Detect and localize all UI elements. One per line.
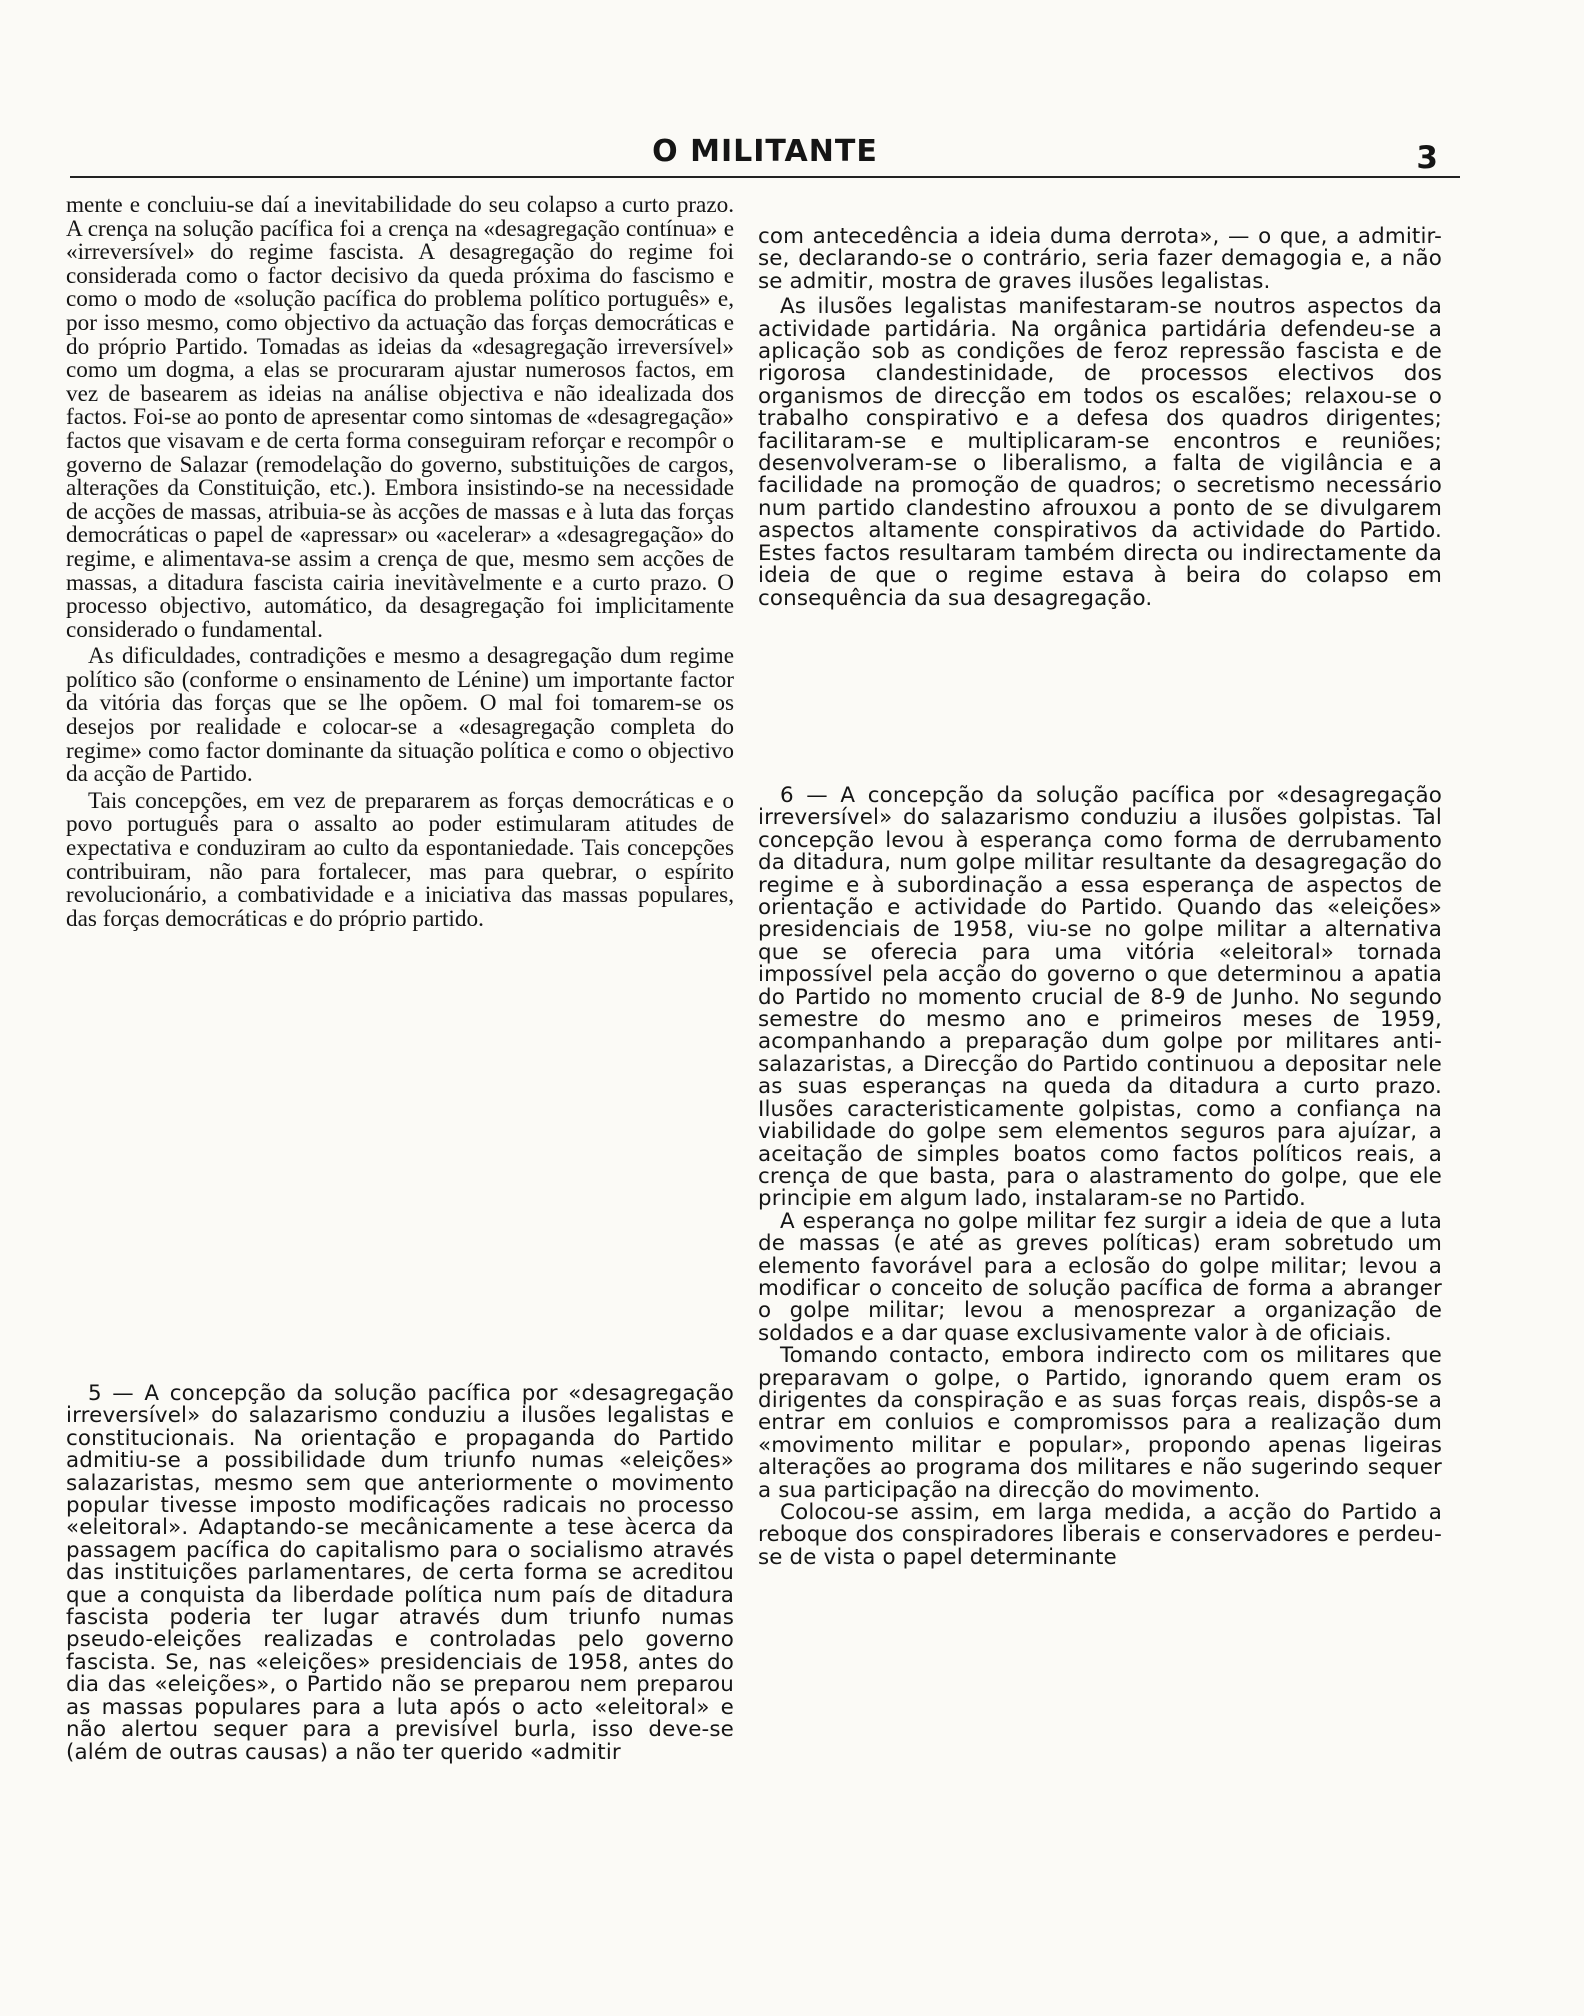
page-header	[70, 128, 1460, 178]
section-6-paragraph: 6 — A concepção da solução pacífica por «desagregação irreversível» do salazarismo conduziu a ilusões golpistas. Tal concepção levou à esperança como forma de derrubamento da ditadura, num golpe militar resultante da desagregação do regime e à subordinação a essa esperança de aspectos de orientação e actividade do Partido. Quando das «eleições» presidenciais de 1958, viu-se no golpe militar a alternativa que se oferecia para uma vitória «eleitoral» tornada impossível pela acção do governo o que determinou a apatia do Partido no momento crucial de 8-9 de Junho. No segundo semestre do mesmo ano e primeiros meses de 1959, acompanhando a preparação dum golpe por militares anti-salazaristas, a Direcção do Partido continuou a depositar nele as suas esperanças na queda da ditadura a curto prazo. Ilusões caracteristicamente golpistas, como a confiança na viabilidade do golpe sem elementos seguros para ajuízar, a aceitação de simples boatos como factos políticos reais, a crença de que basta, para o alastramento do golpe, que ele principie em algum lado, instalaram-se no Partido.	[758, 783, 1442, 1212]
paragraph: As ilusões legalistas manifestaram-se noutros aspectos da actividade partidária. Na orgânica partidária defendeu-se a aplicação sob as condições de feroz repressão fascista e de rigorosa clandestinidade, de processos electivos dos organismos de direcção em todos os escalões; relaxou-se o trabalho conspirativo e a defesa dos quadros dirigentes; facilitaram-se e multiplicaram-se encontros e reuniões; desenvolveram-se o liberalismo, a falta de vigilância e a facilidade na promoção de quadros; o secretismo necessário num partido clandestino afrouxou a ponto de se divulgarem aspectos altamente conspirativos da actividade do Partido. Estes factos resultaram também directa ou indirectamente da ideia de que o regime estava à beira do colapso em consequência da sua desagregação.	[758, 294, 1442, 611]
paragraph: mente e concluiu-se daí a inevitabilidade do seu colapso a curto prazo. A crença na solução pacífica foi a crença na «desagregação contínua» e «irreversível» do regime fascista. A desagregação do regime foi considerada como o factor decisivo da queda próxima do fascismo e como o modo de «solução pacífica do problema político português» e, por isso mesmo, como objectivo da actuação das forças democráticas e do próprio Partido. Tomadas as ideias da «desagregação irreversível» como um dogma, a elas se procuraram ajustar numerosos factos, em vez de basearem as ideias na análise objectiva e não idealizada dos factos. Foi-se ao ponto de apresentar como sintomas de «desagregação» factos que visavam e de certa forma conseguiram reforçar e recompôr o governo de Salazar (remodelação do governo, substituições de cargos, alterações da Constituição, etc.). Embora insistindo-se na necessidade de acções de massas, atribuia-se às acções de massas e à luta das forças democráticas o papel de «apressar» ou «acelerar» a «desagregação» do regime, e alimentava-se assim a crença de que, mesmo sem acções de massas, a ditadura fascista cairia inevitàvelmente e a curto prazo. O processo objectivo, automático, da desagregação foi implicitamente considerado o fundamental.	[66, 192, 734, 643]
section-6	[758, 785, 1442, 1569]
right-column-top	[758, 226, 1442, 610]
page-number: 3	[1416, 140, 1438, 176]
section-5	[66, 1383, 734, 1764]
paragraph: com antecedência a ideia duma derrota», — o que, a admitir-se, declarando-se o contrário, seria fazer demagogia e, a não se admitir, mostra de graves ilusões legalistas.	[758, 224, 1442, 294]
paragraph: A esperança no golpe militar fez surgir a ideia de que a luta de massas (e até as greves políticas) eram sobretudo um elemento favorável para a eclosão do golpe militar; levou a modificar o conceito de solução pacífica de forma a abranger o golpe militar; levou a menosprezar a organização de soldados e a dar quase exclusivamente valor à de oficiais.	[758, 1208, 1442, 1346]
paragraph: Tais concepções, em vez de prepararem as forças democráticas e o povo português para o assalto ao poder estimularam atitudes de expectativa e conduziram ao culto da espontaniedade. Tais concepções contribuiram, não para fortalecer, mas para quebrar, o espírito revolucionário, a combatividade e a iniciativa das massas populares, das forças democráticas e do próprio partido.	[66, 787, 734, 932]
section-5-paragraph: 5 — A concepção da solução pacífica por «desagregação irreversível» do salazarismo conduziu a ilusões legalistas e constitucionais. Na orientação e propaganda do Partido admitiu-se a possibilidade dum triunfo numas «eleições» salazaristas, mesmo sem que anteriormente o movimento popular tivesse imposto modificações radicais no processo «eleitoral». Adaptando-se mecânicamente a tese àcerca da passagem pacífica do capitalismo para o socialismo através das instituições parlamentares, de certa forma se acreditou que a conquista da liberdade política num país de ditadura fascista poderia ter lugar através dum triunfo numas pseudo-eleições realizadas e controladas pelo governo fascista. Se, nas «eleições» presidenciais de 1958, antes do dia das «eleições», o Partido não se preparou nem preparou as massas populares para a luta após o acto «eleitoral» e não alertou sequer para a previsível burla, isso deve-se (além de outras causas) a não ter querido «admitir	[66, 1381, 734, 1765]
paragraph: As dificuldades, contradições e mesmo a desagregação dum regime político são (conforme o ensinamento de Lénine) um importante factor da vitória das forças que se lhe opõem. O mal foi tomarem-se os desejos por realidade e colocar-se a «desagregação completa do regime» como factor dominante da situação política e como o objectivo da acção de Partido.	[66, 643, 734, 788]
left-column	[66, 194, 734, 1340]
left-column-text	[66, 194, 734, 1340]
publication-title: O MILITANTE	[652, 134, 878, 169]
paragraph: Tomando contacto, embora indirecto com os militares que preparavam o golpe, o Partido, ignorando quem eram os dirigentes da conspiração e as suas forças reais, dispôs-se a entrar em conluios e compromissos para a realização dum «movimento militar e popular», propondo apenas ligeiras alterações ao programa dos militares e não sugerindo sequer a sua participação na direcção do movimento.	[758, 1343, 1442, 1503]
paragraph: Colocou-se assim, em larga medida, a acção do Partido a reboque dos conspiradores liberais e conservadores e perdeu-se de vista o papel determinante	[758, 1500, 1442, 1570]
